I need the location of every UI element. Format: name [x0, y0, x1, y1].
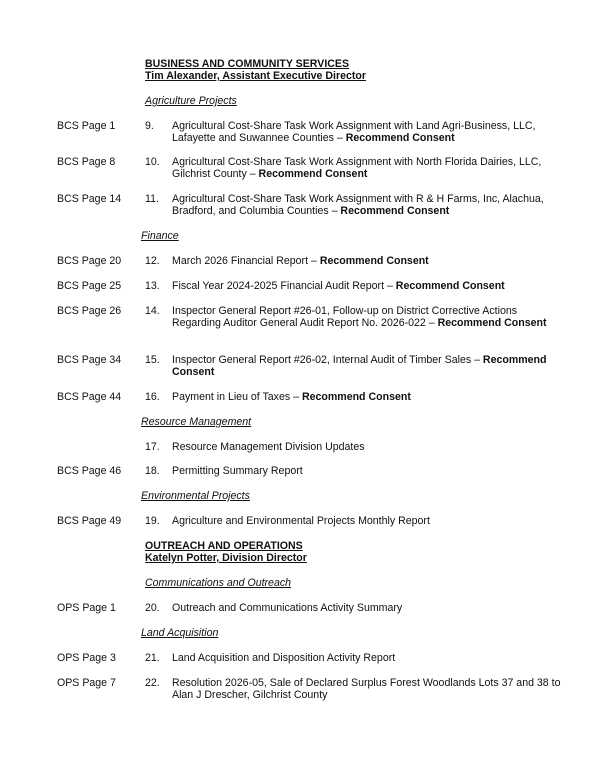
item-number: 10. [145, 156, 160, 168]
item-number: 16. [145, 391, 160, 403]
recommendation: Recommend Consent [319, 255, 429, 267]
subsection-land-acquisition: Land Acquisition [141, 627, 219, 639]
recommendation: Recommend Consent [340, 205, 450, 217]
page-ref: OPS Page 1 [57, 602, 116, 614]
item-number: 19. [145, 515, 160, 527]
page-ref: BCS Page 46 [57, 465, 122, 477]
page-ref: BCS Page 49 [57, 515, 122, 527]
page-ref: BCS Page 34 [57, 354, 122, 366]
recommendation: Recommend Consent [395, 280, 505, 292]
item-text: Permitting Summary Report [172, 465, 303, 477]
item-number: 20. [145, 602, 160, 614]
item-text: Inspector General Report #26-02, Internal Audit of Timber Sales – Recommend Consent [172, 354, 547, 378]
item-text: Agricultural Cost-Share Task Work Assignment with North Florida Dairies, LLC, Gilchrist County – Recommend Consent [172, 156, 542, 180]
page-ref: OPS Page 7 [57, 677, 116, 689]
item-text: Inspector General Report #26-01, Follow-up on District Corrective Actions Regarding Auditor General Audit Report No. 2026-022 – Recommend Consent [172, 305, 547, 329]
ops-section-title: OUTREACH AND OPERATIONS [145, 540, 303, 552]
recommendation: Recommend Consent [258, 168, 368, 180]
item-number: 11. [145, 193, 159, 205]
item-number: 12. [145, 255, 160, 267]
item-text: Agricultural Cost-Share Task Work Assignment with Land Agri-Business, LLC, Lafayette and Suwannee Counties – Recommend Consent [172, 120, 536, 144]
recommendation: Recommend Consent [437, 317, 547, 329]
item-text: Resource Management Division Updates [172, 441, 365, 453]
item-number: 17. [145, 441, 160, 453]
item-text: Resolution 2026-05, Sale of Declared Surplus Forest Woodlands Lots 37 and 38 to Alan J Drescher, Gilchrist County [172, 677, 561, 701]
bcs-director: Tim Alexander, Assistant Executive Director [145, 70, 366, 82]
recommendation: Recommend Consent [345, 132, 455, 144]
subsection-environmental: Environmental Projects [141, 490, 250, 502]
page-ref: BCS Page 1 [57, 120, 116, 132]
subsection-agriculture: Agriculture Projects [145, 95, 237, 107]
page-ref: BCS Page 8 [57, 156, 116, 168]
ops-director: Katelyn Potter, Division Director [145, 552, 307, 564]
item-text: Agricultural Cost-Share Task Work Assignment with R & H Farms, Inc, Alachua, Bradford, and Columbia Counties – Recommend Consent [172, 193, 544, 217]
item-text: Fiscal Year 2024-2025 Financial Audit Report – Recommend Consent [172, 280, 505, 292]
recommendation: Recommend Consent [172, 354, 547, 378]
subsection-resource-management: Resource Management [141, 416, 252, 428]
item-number: 9. [145, 120, 154, 132]
page-ref: OPS Page 3 [57, 652, 116, 664]
item-text: Agriculture and Environmental Projects Monthly Report [172, 515, 430, 527]
subsection-communications: Communications and Outreach [145, 577, 292, 589]
item-text: Payment in Lieu of Taxes – Recommend Consent [172, 391, 411, 403]
item-text: March 2026 Financial Report – Recommend Consent [172, 255, 429, 267]
item-number: 14. [145, 305, 160, 317]
bcs-section-title: BUSINESS AND COMMUNITY SERVICES [145, 58, 350, 70]
item-number: 22. [145, 677, 160, 689]
item-number: 21. [145, 652, 160, 664]
item-number: 18. [145, 465, 160, 477]
page-ref: BCS Page 14 [57, 193, 122, 205]
page-ref: BCS Page 25 [57, 280, 122, 292]
item-number: 13. [145, 280, 160, 292]
subsection-finance: Finance [141, 230, 179, 242]
recommendation: Recommend Consent [301, 391, 411, 403]
page-ref: BCS Page 44 [57, 391, 122, 403]
item-text: Outreach and Communications Activity Summary [172, 602, 403, 614]
item-text: Land Acquisition and Disposition Activity Report [172, 652, 396, 664]
item-number: 15. [145, 354, 160, 366]
page-ref: BCS Page 26 [57, 305, 122, 317]
page-ref: BCS Page 20 [57, 255, 122, 267]
